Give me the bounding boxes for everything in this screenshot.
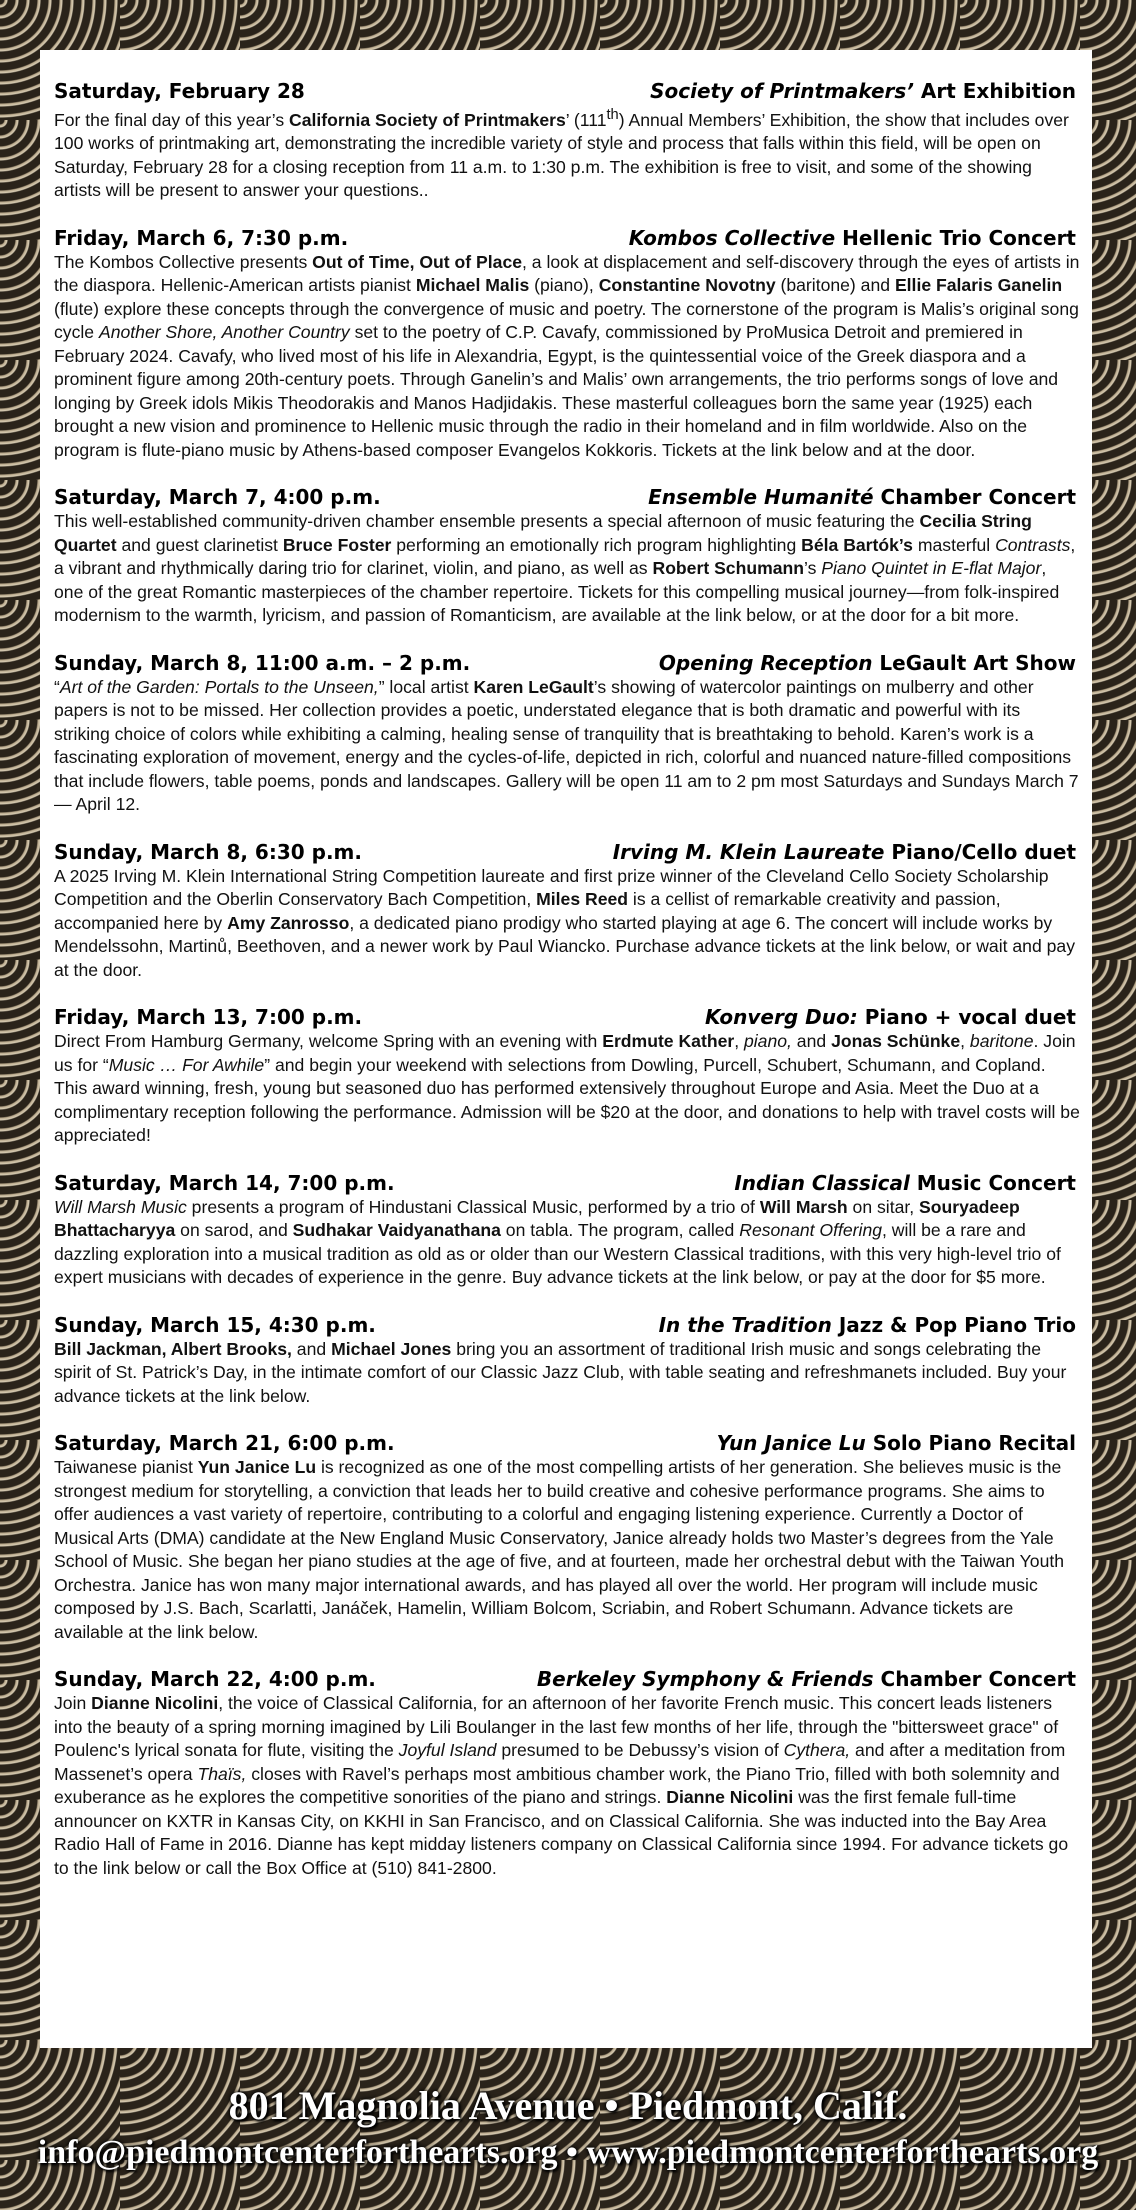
event-header	[54, 225, 1080, 251]
event-title	[650, 78, 1080, 104]
event-description	[54, 510, 1080, 628]
description-segment: Karen LeGault	[473, 676, 594, 697]
event-date: Sunday, March 8, 6:30 p.m.	[54, 839, 362, 864]
event-date: Sunday, March 15, 4:30 p.m.	[54, 1312, 376, 1337]
event-description	[54, 251, 1080, 463]
description-segment: closes with Ravel’s perhaps most ambitious chamber work, the Piano Trio, filled with both solemnity and exuberance as he explores the competitive sonorities of the piano and strings.	[54, 1763, 1060, 1808]
description-segment: set to the poetry of C.P. Cavafy, commissioned by ProMusica Detroit and premiered in February 2024. Cavafy, who lived most of his life in Alexandria, Egypt, is the quintessential voice of the Greek diaspora and a prominent figure among 20th-century poets. Through Ganelin’s and Malis’ own arrangements, the trio performs songs of love and longing by Greek idols Mikis Theodorakis and Manos Hadjidakis. These masterful colleagues born the same year (1925) each brought a new vision and prominence to Hellenic music through the radio in their homeland and in film worldwide. Also on the program is flute-piano music by Athens-based composer Evangelos Kokkoris. Tickets at the link below and at the door.	[54, 322, 1059, 460]
event-date: Saturday, March 14, 7:00 p.m.	[54, 1170, 395, 1195]
description-segment: Bill Jackman, Albert Brooks,	[54, 1338, 292, 1359]
description-segment: (piano),	[529, 275, 599, 296]
description-segment: Dianne Nicolini	[666, 1787, 794, 1808]
description-segment: Cythera,	[783, 1740, 851, 1761]
footer-address: 801 Magnolia Avenue • Piedmont, Calif.	[228, 2083, 908, 2128]
description-segment: , will be a rare and dazzling exploration into a musical tradition as old as or older than our Western Classical traditions, with this very high-level trio of expert musicians with decades of experience in the genre. Buy advance tickets at the link below, or pay at the door for $5 more.	[54, 1220, 1061, 1288]
description-segment: bring you an assortment of traditional Irish music and songs celebrating the spirit of St. Patrick’s Day, in the intimate comfort of our Classic Jazz Club, with table seating and refreshmanets included. Buy your advance tickets at the link below.	[54, 1338, 1067, 1406]
event-title-rest: Music Concert	[909, 1170, 1076, 1195]
description-segment: Bruce Foster	[282, 534, 392, 555]
description-segment: Souryadeep Bhattacharyya	[54, 1196, 1020, 1241]
event-title-rest: Art Exhibition	[913, 79, 1076, 103]
description-segment: masterful	[912, 534, 996, 555]
event-header	[54, 1170, 1080, 1196]
event-title	[613, 839, 1080, 865]
description-segment: Out of Time, Out of Place	[312, 251, 523, 272]
event-title	[659, 1312, 1080, 1338]
description-segment: performing an emotionally rich program highlighting	[391, 534, 802, 555]
description-segment: Michael Jones	[331, 1338, 452, 1359]
description-segment: is a cellist of remarkable creativity and passion, accompanied here by	[54, 889, 1001, 933]
event-title	[659, 650, 1080, 676]
event-header	[54, 839, 1080, 865]
description-segment: Miles Reed	[536, 889, 629, 910]
event-description	[54, 104, 1080, 203]
description-segment: and after a meditation from Massenet’s opera	[54, 1740, 1066, 1784]
description-segment: Will Marsh Music	[54, 1196, 187, 1217]
event-title	[629, 225, 1080, 251]
description-segment: and	[291, 1338, 332, 1359]
description-segment: and	[791, 1031, 832, 1052]
description-segment: piano,	[743, 1031, 792, 1052]
description-segment: th	[606, 107, 619, 123]
event-date: Friday, March 6, 7:30 p.m.	[54, 225, 349, 250]
description-segment: ,	[960, 1031, 970, 1052]
event-listing	[54, 839, 1080, 983]
description-segment: ’s	[804, 558, 822, 579]
description-segment: on sarod, and	[175, 1220, 293, 1241]
event-listing	[54, 484, 1080, 628]
event-title-emphasis: In the Tradition	[658, 1312, 832, 1337]
event-header	[54, 1312, 1080, 1338]
event-date: Saturday, March 21, 6:00 p.m.	[54, 1431, 395, 1456]
description-segment: Art of the Garden: Portals to the Unseen,	[59, 676, 379, 697]
description-segment: baritone	[969, 1031, 1034, 1052]
description-segment: presents a program of Hindustani Classical Music, performed by a trio of	[186, 1196, 760, 1217]
description-segment: Constantine Novotny	[598, 275, 776, 296]
footer-contact[interactable]: info@piedmontcenterforthearts.org • www.piedmontcenterforthearts.org	[37, 2134, 1099, 2171]
event-description	[54, 1030, 1080, 1148]
description-segment: is recognized as one of the most compelling artists of her generation. She believes music is the strongest medium for storytelling, a conviction that leads her to build creative and cohesive performance programs. She aims to offer audiences a vast variety of repertoire, contributing to a colorful and engaging listening experience. Currently a Doctor of Musical Arts (DMA) candidate at the New England Music Conservatory, Janice already holds two Master’s degrees from the Yale School of Music. She began her piano studies at the age of five, and at fourteen, made her orchestral debut with the Taiwan Youth Orchestra. Janice has won many major international awards, and has played all over the world. Her program will include music composed by J.S. Bach, Scarlatti, Janáček, Hamelin, William Bolcom, Scriabin, and Robert Schumann. Advance tickets are available at the link below.	[54, 1457, 1065, 1642]
event-title	[734, 1170, 1080, 1196]
description-segment: was the first female full-time announcer on KXTR in Kansas City, on KKHI in San Francisco, and on Classical California. She was inducted into the Bay Area Radio Hall of Fame in 2016. Dianne has kept midday listeners company on Classical California since 1994. For advance tickets go to the link below or call the Box Office at (510) 841-2800.	[54, 1787, 1069, 1878]
description-segment: California Society of Printmakers	[289, 109, 566, 130]
description-segment: Will Marsh	[759, 1196, 848, 1217]
description-segment: ’s showing of watercolor paintings on mulberry and other papers is not to be missed. Her collection provides a poetic, understated elegance that is both dramatic and powerful with its striking choice of colors while exhibiting a calming, healing sense of tranquility that is breathtaking to behold. Karen’s work is a fascinating exploration of movement, energy and the cycles-of-life, depicted in rich, colorful and nuanced nature-filled compositions that include flowers, table poems, ponds and landscapes. Gallery will be open 11 am to 2 pm most Saturdays and Sundays March 7 — April 12.	[54, 676, 1079, 815]
event-title-emphasis: Opening Reception	[658, 650, 873, 675]
event-title-emphasis: Irving M. Klein Laureate	[612, 839, 885, 864]
event-date: Sunday, March 8, 11:00 a.m. – 2 p.m.	[54, 650, 471, 675]
event-title-rest: Hellenic Trio Concert	[835, 225, 1076, 250]
description-segment: Michael Malis	[415, 275, 530, 296]
event-header	[54, 1004, 1080, 1030]
description-segment: Contrasts	[995, 534, 1071, 555]
description-segment: , a dedicated piano prodigy who started playing at age 6. The concert will include works by Mendelssohn, Martinů, Beethoven, and a newer work by Paul Wiancko. Purchase advance tickets at the link below, or wait and pay at the door.	[54, 912, 1075, 980]
event-description	[54, 1692, 1080, 1880]
event-title-rest: Jazz & Pop Piano Trio	[831, 1312, 1076, 1337]
description-segment: The Kombos Collective presents	[54, 251, 313, 272]
event-title	[537, 1666, 1080, 1692]
description-segment: Join	[54, 1693, 92, 1714]
event-title-emphasis: Ensemble Humanité	[648, 485, 874, 510]
event-listing	[54, 1430, 1080, 1644]
event-title-rest: Solo Piano Recital	[865, 1431, 1076, 1456]
description-segment: A 2025 Irving M. Klein International String Competition laureate and first prize winner of the Cleveland Cello Society Scholarship Competition and the Oberlin Conservatory Bach Competition,	[54, 865, 1049, 910]
description-segment: Taiwanese pianist	[54, 1457, 198, 1478]
description-segment: Direct From Hamburg Germany, welcome Spring with an evening with	[54, 1031, 603, 1052]
description-segment: Cecilia String Quartet	[54, 511, 1032, 555]
event-description	[54, 1456, 1080, 1644]
description-segment: Ellie Falaris Ganelin	[894, 275, 1063, 296]
description-segment: (baritone) and	[775, 275, 895, 296]
description-segment: For the final day of this year’s	[54, 109, 290, 130]
event-listing	[54, 78, 1080, 203]
event-listing	[54, 1004, 1080, 1148]
event-listing	[54, 1312, 1080, 1409]
description-segment: Jonas Schünke	[831, 1031, 961, 1052]
description-segment: Piano Quintet in E-flat Major	[821, 558, 1042, 579]
event-title-rest: Piano/Cello duet	[884, 839, 1076, 864]
event-description	[54, 1338, 1080, 1409]
description-segment: Yun Janice Lu	[197, 1457, 317, 1478]
event-listing	[54, 650, 1080, 817]
description-segment: ’ (111	[565, 109, 607, 130]
description-segment: ” and begin your weekend with selections from Dowling, Purcell, Schubert, Schumann, and Copland. This award winning, fresh, young but seasoned duo has performed extensively throughout Europe and Asia. Meet the Duo at a complimentary reception following the performance. Admission will be $20 at the door, and donations to help with travel costs will be appreciated!	[54, 1054, 1080, 1146]
description-segment: Béla Bartók’s	[801, 534, 913, 555]
description-segment: Amy Zanrosso	[227, 912, 350, 933]
event-date: Sunday, March 22, 4:00 p.m.	[54, 1667, 376, 1692]
description-segment: , a vibrant and rhythmically daring trio for clarinet, violin, and piano, as well as	[54, 534, 1076, 579]
description-segment: and guest clarinetist	[116, 534, 283, 555]
event-title	[648, 484, 1080, 510]
event-title-emphasis: Society of Printmakers’	[650, 79, 914, 103]
event-title-rest: LeGault Art Show	[872, 650, 1076, 675]
description-segment: Sudhakar Vaidyanathana	[292, 1220, 501, 1241]
event-title-emphasis: Kombos Collective	[628, 225, 836, 250]
event-title-rest: Chamber Concert	[873, 1667, 1076, 1692]
events-panel	[40, 50, 1092, 2048]
event-title-emphasis: Berkeley Symphony & Friends	[536, 1667, 874, 1692]
event-title-emphasis: Indian Classical	[734, 1170, 910, 1195]
event-title	[717, 1430, 1080, 1456]
description-segment: , the voice of Classical California, for an afternoon of her favorite French music. This concert leads listeners into the beauty of a spring morning imagined by Lili Boulanger in the last few months of her life, through the "bittersweet grace" of Poulenc's lyrical sonata for flute, visiting the	[54, 1693, 1059, 1761]
description-segment: Erdmute Kather	[602, 1031, 735, 1052]
event-title-emphasis: Yun Janice Lu	[716, 1431, 866, 1456]
description-segment: Thaïs,	[197, 1763, 247, 1784]
description-segment: ) Annual Members’ Exhibition, the show that includes over 100 works of printmaking art, demonstrating the incredible variety of style and process that falls within this field, will be open on Saturday, February 28 for a closing reception from 11 a.m. to 1:30 p.m. The exhibition is free to visit, and some of the showing artists will be present to answer your questions..	[54, 109, 1069, 201]
description-segment: Dianne Nicolini	[91, 1693, 219, 1714]
event-date: Saturday, February 28	[54, 79, 305, 103]
description-segment: Joyful Island	[398, 1740, 497, 1761]
event-listing	[54, 225, 1080, 463]
event-listing	[54, 1666, 1080, 1880]
event-title-emphasis: Konverg Duo:	[705, 1005, 858, 1030]
event-description	[54, 676, 1080, 817]
description-segment: presumed to be Debussy’s vision of	[496, 1740, 784, 1761]
description-segment: Resonant Offering	[739, 1220, 883, 1241]
description-segment: on sitar,	[847, 1196, 920, 1217]
description-segment: Another Shore, Another Country	[98, 322, 350, 343]
event-header	[54, 484, 1080, 510]
event-title-rest: Piano + vocal duet	[857, 1005, 1076, 1030]
event-header	[54, 1430, 1080, 1456]
event-description	[54, 865, 1080, 983]
event-header	[54, 78, 1080, 104]
description-segment: on tabla. The program, called	[500, 1220, 740, 1241]
description-segment: “	[54, 676, 60, 697]
event-listing	[54, 1170, 1080, 1290]
description-segment: This well-established community-driven chamber ensemble presents a special afternoon of music featuring the	[54, 511, 920, 532]
description-segment: , a look at displacement and self-discovery through the eyes of artists in the diaspora. Hellenic-American artists pianist	[54, 251, 1080, 296]
description-segment: ” local artist	[378, 676, 474, 697]
event-date: Saturday, March 7, 4:00 p.m.	[54, 485, 381, 510]
description-segment: . Join us for “	[54, 1031, 1076, 1075]
event-title	[705, 1004, 1080, 1030]
event-header	[54, 1666, 1080, 1692]
event-date: Friday, March 13, 7:00 p.m.	[54, 1005, 363, 1030]
event-header	[54, 650, 1080, 676]
description-segment: Music … For Awhile	[108, 1054, 265, 1075]
description-segment: Robert Schumann	[652, 558, 804, 579]
description-segment: , one of the great Romantic masterpieces of the chamber repertoire. Tickets for this compelling musical journey—from folk-inspired modernism to the warmth, lyricism, and passion of Romanticism, are available at the link below, or at the door for a bit more.	[54, 558, 1060, 626]
event-title-rest: Chamber Concert	[873, 485, 1076, 510]
event-description	[54, 1196, 1080, 1290]
description-segment: (flute) explore these concepts through the convergence of music and poetry. The cornerstone of the program is Malis’s original song cycle	[54, 298, 1079, 343]
description-segment: ,	[734, 1031, 744, 1052]
